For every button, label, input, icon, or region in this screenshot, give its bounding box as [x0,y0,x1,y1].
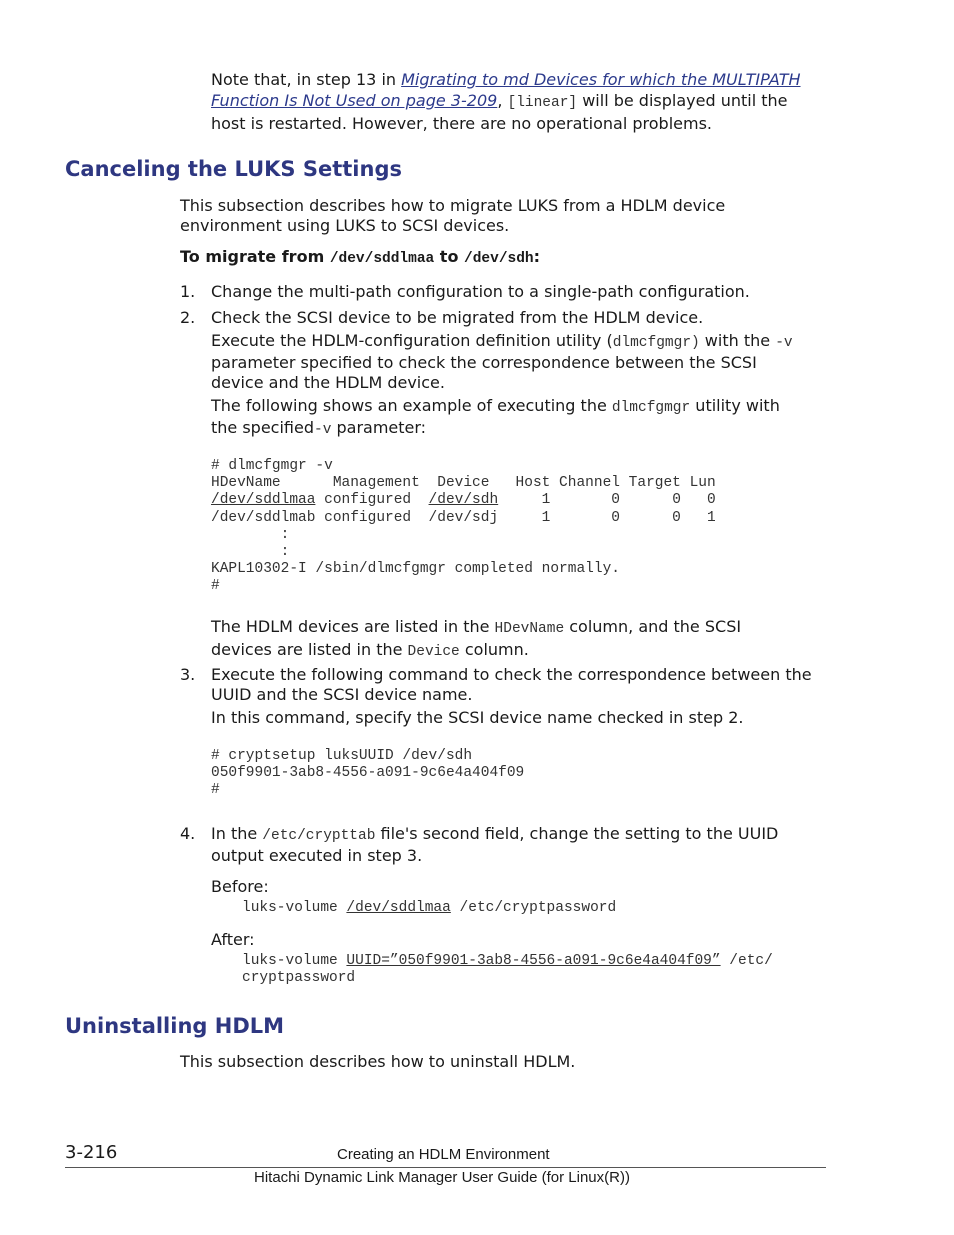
step-3-number: 3. [180,665,196,684]
step-2-number: 2. [180,308,196,327]
step-1-number: 1. [180,282,196,301]
step-2-paragraph-2: The following shows an example of executing the dlmcfgmgr utility with the specified-v parameter: [211,396,780,438]
page-number: 3-216 [65,1142,118,1163]
before-label: Before: [211,877,269,896]
footer-book-title: Hitachi Dynamic Link Manager User Guide (for Linux(R)) [254,1169,630,1186]
section-heading-uninstalling-hdlm: Uninstalling HDLM [65,1014,285,1038]
step-4-text: In the /etc/crypttab file's second field, change the setting to the UUID output executed in step 3. [211,824,779,865]
xref-link-migrating-md[interactable]: Migrating to md Devices for which the MULTIPATH [401,70,801,89]
after-code: luks-volume UUID=”050f9901-3ab8-4556-a091-9c6e4a404f09” /etc/ cryptpassword [242,953,773,987]
code-linear: [linear] [507,95,578,111]
step-1-text: Change the multi-path configuration to a single-path configuration. [211,282,750,301]
code-block-cryptsetup: # cryptsetup luksUUID /dev/sdh 050f9901-3ab8-4556-a091-9c6e4a404f09 # [211,748,525,799]
step-3-text: Execute the following command to check the correspondence between the UUID and the SCSI device name. In this command, specify the SCSI device name checked in step 2. [211,665,812,727]
note-paragraph: Note that, in step 13 in Migrating to md Devices for which the MULTIPATH Function Is Not Used on page 3-209, [linear] will be displayed until the host is restarted. However, there are no operational problems. [211,70,801,133]
step-2-paragraph-1: Execute the HDLM-configuration definition utility (dlmcfgmgr) with the -v parameter specified to check the correspondence between the SCSI device and the HDLM device. [211,331,793,392]
footer-chapter: Creating an HDLM Environment [337,1146,550,1163]
footer-divider [65,1167,826,1168]
section2-intro: This subsection describes how to uninstall HDLM. [180,1052,576,1071]
step-2-paragraph-3: The HDLM devices are listed in the HDevName column, and the SCSI devices are listed in the Device column. [211,617,742,660]
xref-link-migrating-md-cont[interactable]: Function Is Not Used on page 3-209 [211,91,498,110]
after-label: After: [211,930,255,949]
section-heading-canceling-luks: Canceling the LUKS Settings [65,157,402,181]
section1-intro: This subsection describes how to migrate LUKS from a HDLM device environment using LUKS to SCSI devices. [180,196,726,235]
step-4-number: 4. [180,824,196,843]
code-block-dlmcfgmgr: # dlmcfgmgr -v HDevName Management Device Host Channel Target Lun /dev/sddlmaa configured /dev/sdh 1 0 0 0 /dev/sddlmab configured /dev/sdj 1 0 0 1 : : KAPL10302-I /sbin/dlmcfgmgr completed normally. # [211,458,716,595]
migrate-heading: To migrate from /dev/sddlmaa to /dev/sdh: [180,247,541,267]
before-code: luks-volume /dev/sddlmaa /etc/cryptpassword [242,900,617,916]
step-2-text: Check the SCSI device to be migrated from the HDLM device. [211,308,704,327]
